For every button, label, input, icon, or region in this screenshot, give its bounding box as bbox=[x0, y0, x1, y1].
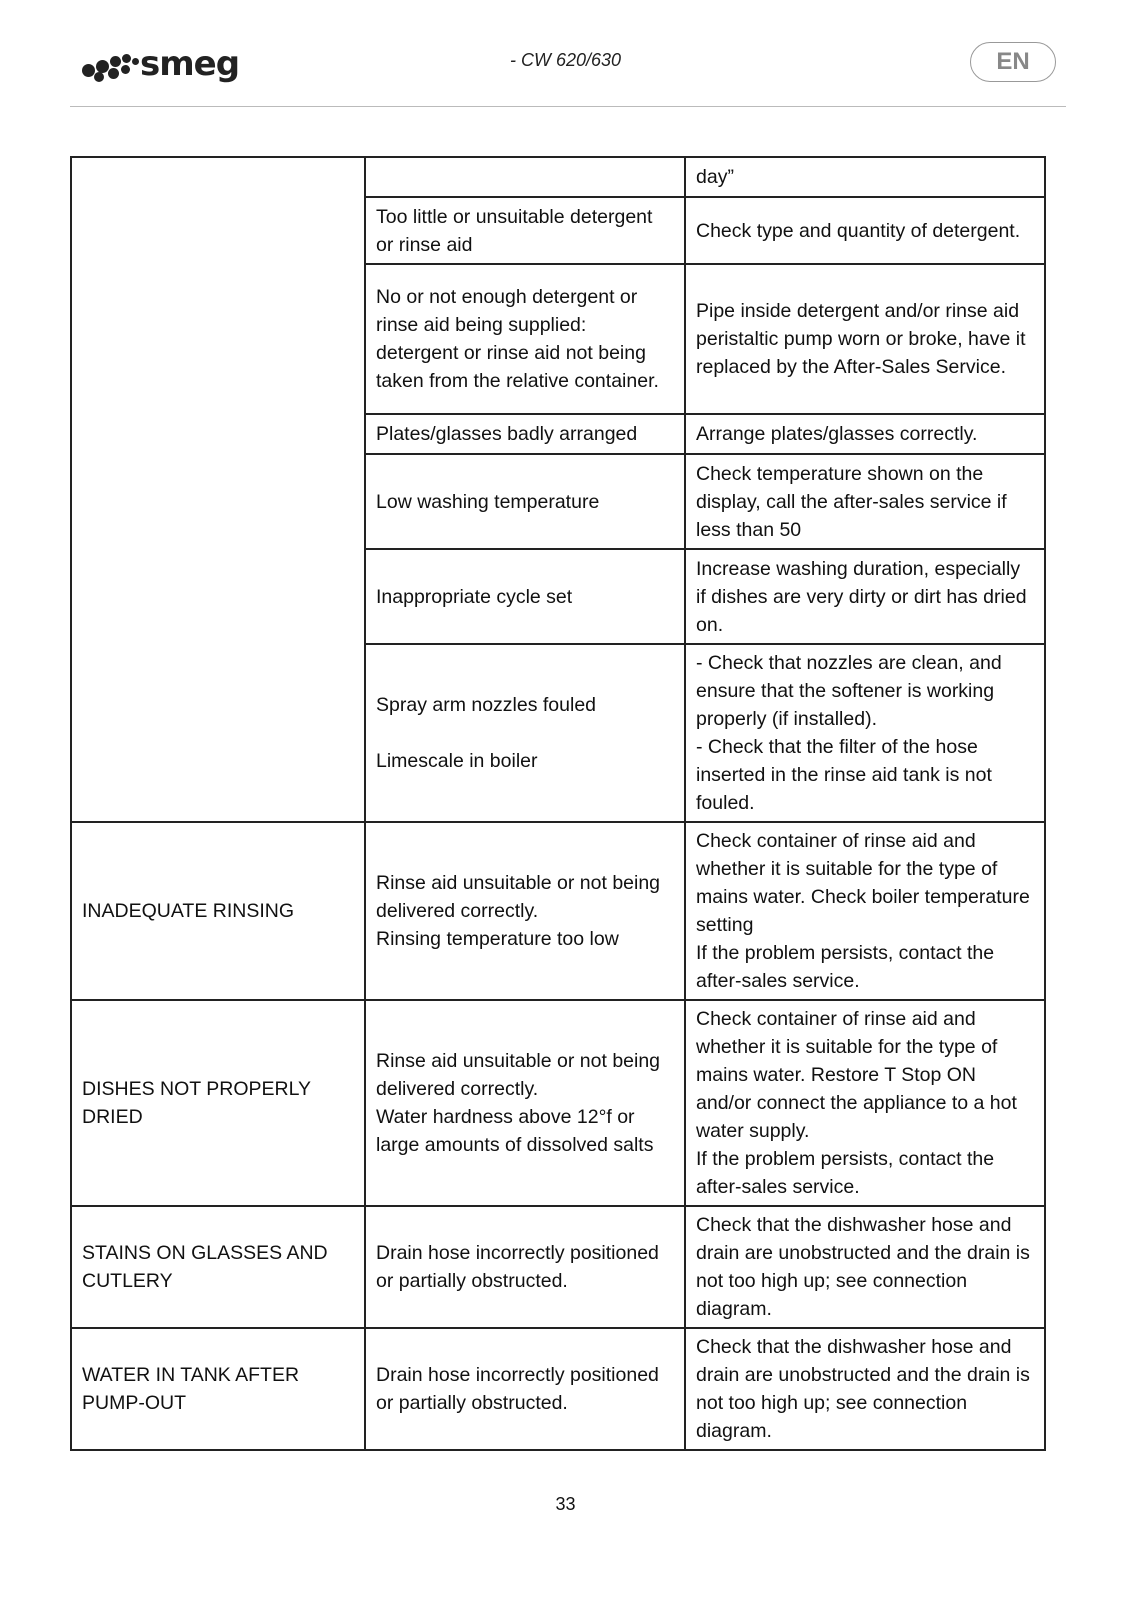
cause-cell: Plates/glasses badly arranged bbox=[365, 414, 685, 454]
remedy-cell: Check temperature shown on the display, call the after-sales service if less than 50 bbox=[685, 454, 1045, 549]
cause-cell bbox=[365, 157, 685, 197]
cause-line: Limescale in boiler bbox=[376, 750, 538, 772]
cause-cell: Inappropriate cycle set bbox=[365, 549, 685, 644]
language-badge: EN bbox=[970, 42, 1056, 82]
cause-cell: Low washing temperature bbox=[365, 454, 685, 549]
problem-cell: WATER IN TANK AFTER PUMP-OUT bbox=[71, 1328, 365, 1450]
cause-cell: Drain hose incorrectly positioned or partially obstructed. bbox=[365, 1328, 685, 1450]
problem-cell: INADEQUATE RINSING bbox=[71, 822, 365, 1000]
cause-cell: Rinse aid unsuitable or not being delivered correctly. Water hardness above 12°f or large amounts of dissolved salts bbox=[365, 1000, 685, 1206]
page-number: 33 bbox=[555, 1494, 576, 1514]
problem-cell bbox=[71, 157, 365, 822]
remedy-cell: Pipe inside detergent and/or rinse aid peristaltic pump worn or broke, have it replaced by the After-Sales Service. bbox=[685, 264, 1045, 414]
cause-cell bbox=[365, 644, 685, 822]
remedy-cell: Arrange plates/glasses correctly. bbox=[685, 414, 1045, 454]
table-row bbox=[71, 157, 1045, 197]
remedy-cell: - Check that nozzles are clean, and ensure that the softener is working properly (if installed). - Check that the filter of the hose inserted in the rinse aid tank is not fouled. bbox=[685, 644, 1045, 822]
remedy-cell: day” bbox=[685, 157, 1045, 197]
remedy-cell: Check container of rinse aid and whether it is suitable for the type of mains water. Restore T Stop ON and/or connect the appliance to a hot water supply. If the problem persists, contact the after-sales service. bbox=[685, 1000, 1045, 1206]
cause-cell: Rinse aid unsuitable or not being delivered correctly. Rinsing temperature too low bbox=[365, 822, 685, 1000]
problem-cell: STAINS ON GLASSES AND CUTLERY bbox=[71, 1206, 365, 1328]
cause-cell: Too little or unsuitable detergent or rinse aid bbox=[365, 197, 685, 264]
header-divider bbox=[70, 106, 1066, 107]
remedy-cell: Check container of rinse aid and whether it is suitable for the type of mains water. Check boiler temperature setting If the problem persists, contact the after-sales service. bbox=[685, 822, 1045, 1000]
remedy-cell: Check type and quantity of detergent. bbox=[685, 197, 1045, 264]
remedy-cell: Increase washing duration, especially if dishes are very dirty or dirt has dried on. bbox=[685, 549, 1045, 644]
brand-name: smeg bbox=[140, 44, 240, 84]
cause-cell: No or not enough detergent or rinse aid being supplied: detergent or rinse aid not being taken from the relative container. bbox=[365, 264, 685, 414]
table-row bbox=[71, 1000, 1045, 1206]
troubleshooting-table bbox=[70, 156, 1046, 1451]
remedy-cell: Check that the dishwasher hose and drain are unobstructed and the drain is not too high up; see connection diagram. bbox=[685, 1206, 1045, 1328]
cause-line: Spray arm nozzles fouled bbox=[376, 694, 597, 716]
table-row bbox=[71, 822, 1045, 1000]
model-number: - CW 620/630 bbox=[509, 50, 622, 70]
cause-cell: Drain hose incorrectly positioned or partially obstructed. bbox=[365, 1206, 685, 1328]
remedy-cell: Check that the dishwasher hose and drain are unobstructed and the drain is not too high up; see connection diagram. bbox=[685, 1328, 1045, 1450]
table-row bbox=[71, 1206, 1045, 1328]
problem-cell: DISHES NOT PROPERLY DRIED bbox=[71, 1000, 365, 1206]
table-row bbox=[71, 1328, 1045, 1450]
